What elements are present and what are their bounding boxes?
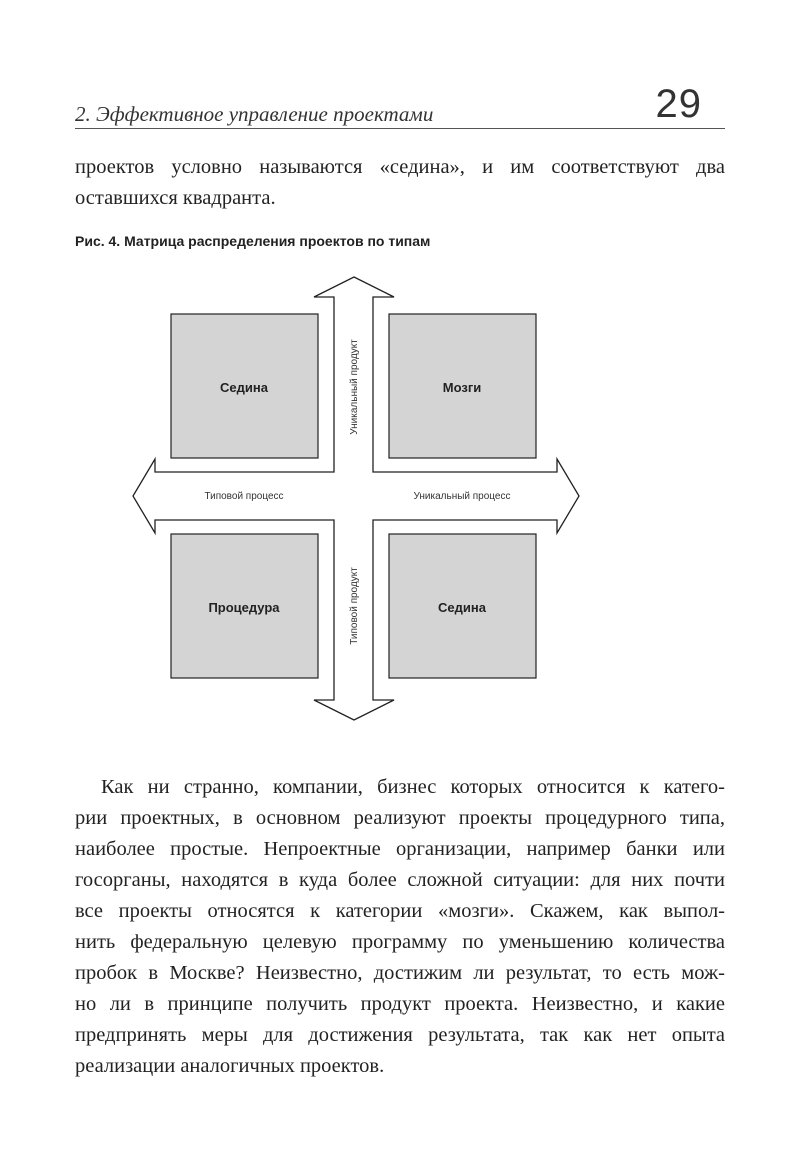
paragraph-line: реализации аналогичных проектов. (75, 1055, 385, 1077)
paragraph-line: оставшихся квадранта. (75, 187, 276, 209)
paragraph-line: пробок в Москве? Неизвестно, достижим ли результат, то есть мож- (75, 962, 725, 984)
paragraph-line: Как ни странно, компании, бизнес которых относится к катего- (101, 776, 725, 798)
quadrant-label-bottom-left: Процедура (208, 600, 280, 615)
quadrant-label-top-left: Седина (220, 380, 268, 395)
quadrant-label-top-right: Мозги (442, 380, 482, 395)
paragraph-line: наиболее простые. Непроектные организации, например банки или (75, 838, 725, 860)
paragraph-line: проектов условно называются «седина», и им соответствуют два (75, 156, 725, 178)
paragraph-line: нить федеральную целевую программу по уменьшению количества (75, 931, 725, 953)
arrow-label-left: Типовой процесс (204, 491, 284, 502)
quadrant-label-bottom-right: Седина (438, 600, 486, 615)
bottom-paragraph (75, 772, 725, 1082)
paragraph-line: предпринять меры для достижения результата, так как нет опыта (75, 1024, 725, 1046)
paragraph-line: госорганы, находятся в куда более сложной ситуации: для них почти (75, 869, 725, 891)
arrow-label-up: Уникальный продукт (349, 339, 360, 435)
paragraph-line: но ли в принципе получить продукт проекта. Неизвестно, и какие (75, 993, 725, 1015)
figure-caption: Рис. 4. Матрица распределения проектов по типам (75, 233, 431, 249)
running-head: 2. Эффективное управление проектами (75, 102, 434, 126)
paragraph-line: рии проектных, в основном реализуют проекты процедурного типа, (75, 807, 725, 829)
arrow-label-right: Уникальный процесс (413, 491, 511, 502)
paragraph-line: все проекты относятся к категории «мозги». Скажем, как выпол- (75, 900, 725, 922)
arrow-label-down: Типовой продукт (349, 567, 360, 645)
page-number: 29 (655, 82, 702, 126)
